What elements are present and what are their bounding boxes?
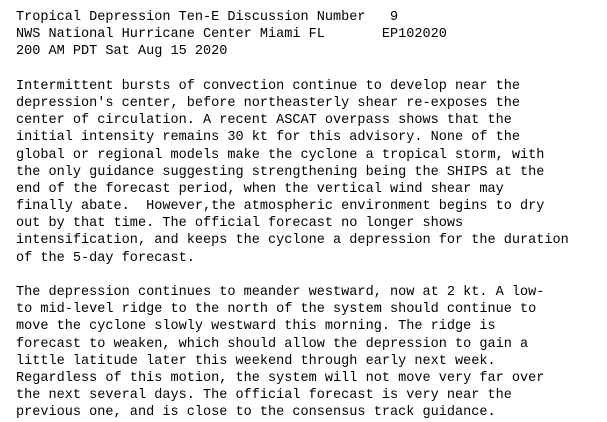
blank-line [16, 267, 569, 284]
header-time-line: 200 AM PDT Sat Aug 15 2020 [16, 44, 228, 60]
header-issuer-line: NWS National Hurricane Center Miami FL EP102020 [16, 27, 447, 43]
header-title-line: Tropical Depression Ten-E Discussion Number 9 [16, 10, 399, 25]
paragraph2-line: The depression continues to meander westward, now at 2 kt. A low- [16, 285, 545, 300]
paragraph1-line: out by that time. The official forecast no longer shows [16, 216, 464, 232]
paragraph2-line: move the cyclone slowly westward this morning. The ridge is [16, 319, 496, 335]
paragraph2-line: to mid-level ridge to the north of the system should continue to [16, 302, 537, 318]
paragraph2-line: forecast to weaken, which should allow the depression to gain a [16, 336, 529, 352]
paragraph1-line: of the 5-day forecast. [16, 250, 195, 266]
paragraph1-line: end of the forecast period, when the vertical wind shear may [16, 181, 504, 197]
paragraph2-line: Regardless of this motion, the system will not move very far over [16, 370, 545, 386]
paragraph1-line: global or regional models make the cyclone a tropical storm, with [16, 147, 545, 163]
paragraph2-line: the next several days. The official forecast is very near the [16, 388, 512, 404]
discussion-text [16, 9, 569, 422]
paragraph2-line: little latitude later this weekend through early next week. [16, 353, 496, 369]
paragraph1-line: initial intensity remains 30 kt for this advisory. None of the [16, 130, 521, 146]
paragraph1-line: depression's center, before northeasterly shear re-exposes the [16, 95, 521, 111]
blank-line [16, 61, 569, 78]
paragraph1-line: Intermittent bursts of convection continue to develop near the [16, 78, 521, 94]
paragraph1-line: the only guidance suggesting strengthening being the SHIPS at the [16, 164, 545, 180]
paragraph2-line: previous one, and is close to the consensus track guidance. [16, 405, 496, 421]
paragraph1-line: center of circulation. A recent ASCAT overpass shows that the [16, 113, 512, 129]
paragraph1-line: finally abate. However,the atmospheric environment begins to dry [16, 199, 545, 215]
paragraph1-line: intensification, and keeps the cyclone a depression for the duration [16, 233, 569, 249]
